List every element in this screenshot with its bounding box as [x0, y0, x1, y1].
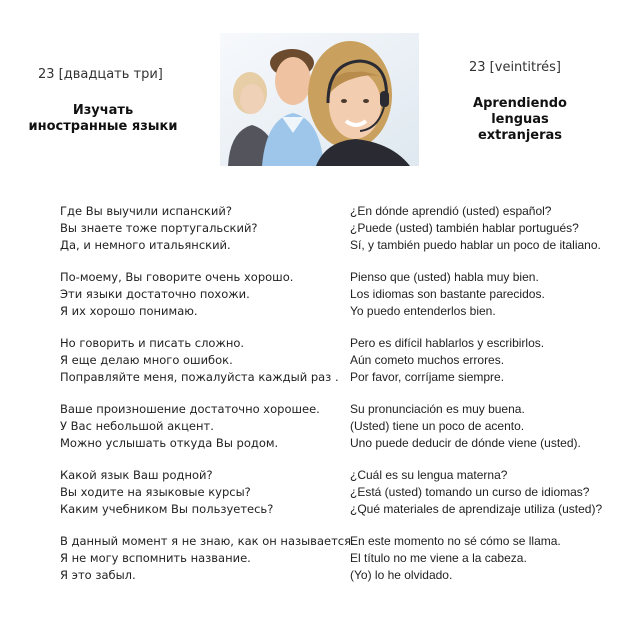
phrase-line: El título no me viene a la cabeza. [350, 551, 527, 565]
phrase-group [350, 203, 635, 254]
phrase-line: У Вас небольшой акцент. [60, 419, 214, 433]
phrase-group [350, 269, 635, 320]
phrase-line: Можно услышать откуда Вы родом. [60, 436, 279, 450]
phrase-line: ¿Puede (usted) también hablar portugués? [350, 221, 579, 235]
russian-phrases [60, 203, 355, 599]
spanish-phrases [350, 203, 635, 599]
phrase-line: Los idiomas son bastante parecidos. [350, 287, 545, 301]
phrase-line: Какой язык Ваш родной? [60, 468, 213, 482]
people-headset-photo-icon [220, 33, 419, 166]
title-line: lenguas [491, 112, 549, 127]
phrase-line: (Usted) tiene un poco de acento. [350, 419, 525, 433]
phrase-line: Pero es difícil hablarlos y escribirlos. [350, 336, 545, 350]
title-line: иностранные языки [28, 119, 178, 134]
phrase-group [350, 467, 635, 518]
phrase-group [60, 467, 350, 518]
phrase-line: Por favor, corríjame siempre. [350, 370, 505, 384]
call-center-photo [220, 33, 419, 166]
lesson-title-spanish [460, 96, 580, 144]
phrase-line: Я не могу вспомнить название. [60, 551, 251, 565]
phrase-line: ¿Cuál es su lengua materna? [350, 468, 508, 482]
lesson-number-russian: 23 [двадцать три] [38, 67, 163, 82]
title-line: Изучать [72, 103, 134, 118]
phrase-line: Я еще делаю много ошибок. [60, 353, 233, 367]
phrase-group [60, 401, 350, 452]
phrase-line: ¿En dónde aprendió (usted) español? [350, 204, 552, 218]
phrase-group [60, 335, 350, 386]
phrase-line: Я их хорошо понимаю. [60, 304, 198, 318]
phrase-line: Эти языки достаточно похожи. [60, 287, 250, 301]
phrase-line: ¿Está (usted) tomando un curso de idiomas? [350, 485, 590, 499]
phrase-group [350, 335, 635, 386]
phrase-line: Ваше произношение достаточно хорошее. [60, 402, 320, 416]
phrase-line: Но говорить и писать сложно. [60, 336, 245, 350]
lesson-title-russian [18, 103, 188, 135]
phrase-line: Да, и немного итальянский. [60, 238, 231, 252]
phrase-line: (Yo) lo he olvidado. [350, 568, 453, 582]
phrase-line: Вы знаете тоже португальский? [60, 221, 258, 235]
phrase-group [60, 269, 350, 320]
phrase-line: Uno puede deducir de dónde viene (usted). [350, 436, 581, 450]
phrase-line: В данный момент я не знаю, как он называется. [60, 534, 355, 548]
phrase-line: Я это забыл. [60, 568, 136, 582]
phrase-line: Где Вы выучили испанский? [60, 204, 232, 218]
phrase-group [350, 401, 635, 452]
phrase-line: По-моему, Вы говорите очень хорошо. [60, 270, 294, 284]
phrase-group [60, 533, 355, 584]
phrase-line: Поправляйте меня, пожалуйста каждый раз . [60, 370, 339, 384]
phrase-group [350, 533, 635, 584]
phrase-line: Aún cometo muchos errores. [350, 353, 505, 367]
phrase-line: Sí, y también puedo hablar un poco de italiano. [350, 238, 601, 252]
phrase-line: En este momento no sé cómo se llama. [350, 534, 561, 548]
title-line: extranjeras [477, 128, 563, 143]
lesson-number-spanish: 23 [veintitrés] [469, 60, 561, 75]
phrase-group [60, 203, 350, 254]
phrase-line: Pienso que (usted) habla muy bien. [350, 270, 539, 284]
phrase-line: ¿Qué materiales de aprendizaje utiliza (usted)? [350, 502, 603, 516]
phrase-line: Каким учебником Вы пользуетесь? [60, 502, 274, 516]
phrase-line: Su pronunciación es muy buena. [350, 402, 525, 416]
title-line: Aprendiendo [473, 96, 567, 111]
phrase-line: Yo puedo entenderlos bien. [350, 304, 496, 318]
phrase-line: Вы ходите на языковые курсы? [60, 485, 251, 499]
